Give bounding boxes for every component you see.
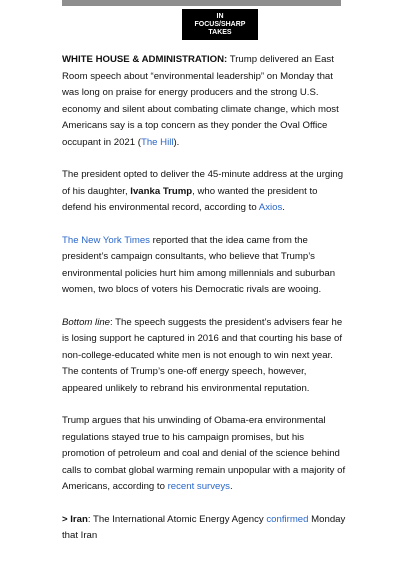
paragraph-ivanka bbox=[62, 167, 348, 217]
paragraph-iran bbox=[62, 512, 348, 545]
paragraph-text: Trump argues that his unwinding of Obama-era environmental regulations stayed true to his campaign promises, but his promotion of petroleum and coal and denial of the science behind calls to combat global warming remain unpopular with a majority of Americans, according to bbox=[62, 415, 346, 492]
paragraph-text: , who wanted the president to defend his environmental record, according to bbox=[62, 185, 318, 213]
name-ivanka-trump: Ivanka Trump bbox=[130, 185, 193, 197]
link-new-york-times[interactable]: The New York Times bbox=[62, 234, 150, 246]
paragraph-white-house bbox=[62, 52, 348, 151]
paragraph-nyt bbox=[62, 233, 348, 299]
paragraph-text: : The International Atomic Energy Agency bbox=[87, 513, 267, 525]
paragraph-text: : The speech suggests the president’s advisers fear he is losing support he captured in 2016 and that courting his base of non-college-educated white men is not enough to win next year. The contents of Trump’s one-off energy speech, however, appeared unlikely to rebrand his environmental reputation. bbox=[62, 316, 343, 394]
paragraph-text: . bbox=[229, 481, 233, 492]
badge-line-2: FOCUS/SHARP bbox=[194, 20, 246, 28]
paragraph-text: . bbox=[282, 202, 285, 213]
paragraph-text: Trump delivered an East Room speech about “environmental leadership” on Monday that was long on praise for energy producers and the strong U.S. economy and silent about combating climate change, which most Americans say is a top concern as they ponder the Oval Office occupant in 2021 ( bbox=[62, 54, 339, 148]
paragraph-bottom-line bbox=[62, 315, 348, 398]
link-axios[interactable]: Axios bbox=[258, 202, 283, 213]
top-divider-bar bbox=[62, 0, 341, 6]
badge-line-1: IN bbox=[216, 12, 224, 20]
label-bottom-line: Bottom line bbox=[62, 316, 110, 328]
section-label-white-house: WHITE HOUSE & ADMINISTRATION: bbox=[62, 54, 228, 65]
paragraph-text: ). bbox=[173, 136, 180, 148]
link-confirmed[interactable]: confirmed bbox=[266, 513, 309, 525]
section-label-iran: > Iran bbox=[62, 513, 88, 525]
article-body bbox=[62, 52, 348, 561]
in-focus-badge bbox=[182, 9, 258, 40]
badge-line-3: TAKES bbox=[208, 28, 232, 36]
link-recent-surveys[interactable]: recent surveys bbox=[167, 481, 230, 492]
paragraph-text: reported that the idea came from the president’s campaign consultants, who believe that Trump’s environmental policies hurt him among millennials and suburban women, two blocs of voters his Democratic rivals are wooing. bbox=[62, 234, 336, 295]
paragraph-regulations bbox=[62, 413, 348, 496]
link-the-hill[interactable]: The Hill bbox=[140, 136, 174, 148]
paragraph-text: Monday that Iran bbox=[62, 513, 346, 541]
paragraph-text: The president opted to deliver the 45-minute address at the urging of his daughter, bbox=[62, 169, 344, 197]
